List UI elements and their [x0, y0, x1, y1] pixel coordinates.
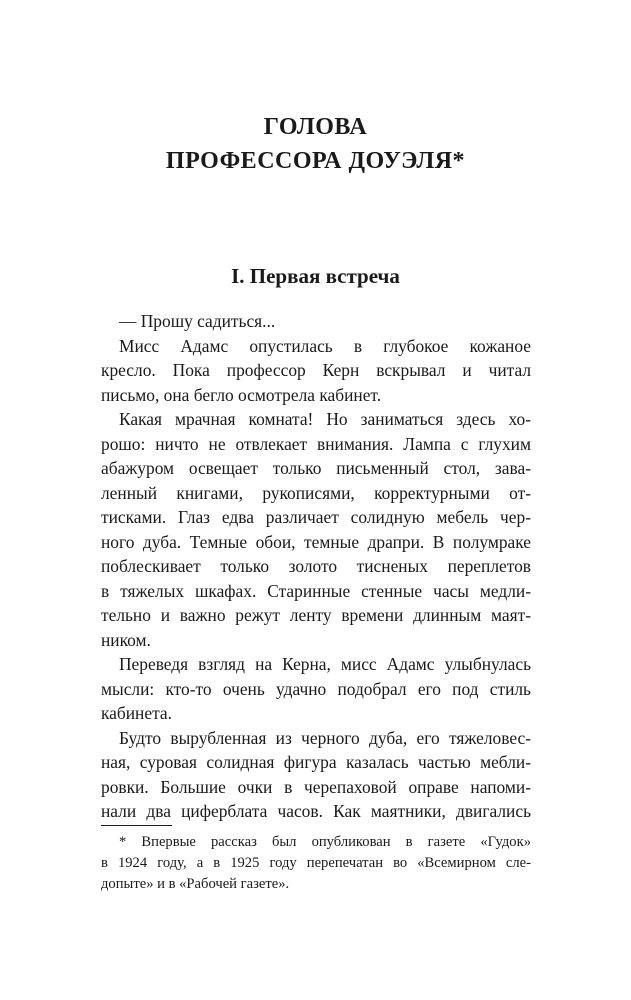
footnote-line: * Впервые рассказ был опубликован в газете «Гудок» [119, 834, 531, 850]
text-line: тельно и важно режут ленту времени длинным маят- [101, 605, 531, 625]
text-line: ровки. Большие очки в черепаховой оправе напоми- [101, 776, 531, 797]
story-title-line-2: ПРОФЕССОРА ДОУЭЛЯ* [165, 148, 466, 174]
footnote-line: в 1924 году, а в 1925 году перепечатан во «Всемирном сле- [101, 855, 531, 871]
text-line: ленный книгами, рукописями, корректурными от- [101, 482, 531, 503]
text-line: рошо: ничто не отвлекает внимания. Лампа с глухим [101, 433, 531, 454]
text-line: нали два циферблата часов. Как маятники, двигались [101, 801, 531, 821]
text-line: ного дуба. Темные обои, темные драпри. В полумраке [101, 531, 531, 552]
text-line: Переведя взгляд на Керна, мисс Адамс улыбнулась [119, 654, 531, 674]
footnote-line: допыте» и в «Рабочей газете». [101, 876, 290, 892]
chapter-heading: I. Первая встреча [231, 264, 400, 288]
footnote-separator [101, 825, 172, 826]
text-line: письмо, она бегло осмотрела кабинет. [101, 384, 382, 405]
text-line: мысли: кто-то очень удачно подобрал его под стиль [101, 678, 531, 699]
footnote [101, 832, 531, 895]
text-line: тисками. Глаз едва различает солидную мебель чер- [101, 507, 531, 527]
body-text [101, 309, 531, 824]
text-line: поблескивает только золото тисненых переплетов [101, 556, 531, 576]
text-line: кабинета. [101, 703, 172, 723]
text-line: Мисс Адамс опустилась в глубокое кожаное [119, 335, 531, 356]
story-title-line-1: ГОЛОВА [263, 114, 368, 140]
text-line: Какая мрачная комната! Но заниматься здесь хо- [119, 409, 531, 429]
text-line: Будто вырубленная из черного дуба, его тяжеловес- [119, 727, 531, 748]
text-line: абажуром освещает только письменный стол, зава- [101, 458, 531, 478]
text-line: ником. [101, 629, 151, 650]
text-line: кресло. Пока профессор Керн вскрывал и читал [101, 360, 531, 380]
story-title [0, 110, 631, 178]
text-line: — Прошу садиться... [119, 311, 276, 331]
text-line: ная, суровая солидная фигура казалась частью мебли- [101, 752, 531, 772]
text-line: в тяжелых шкафах. Старинные стенные часы медли- [101, 580, 531, 601]
